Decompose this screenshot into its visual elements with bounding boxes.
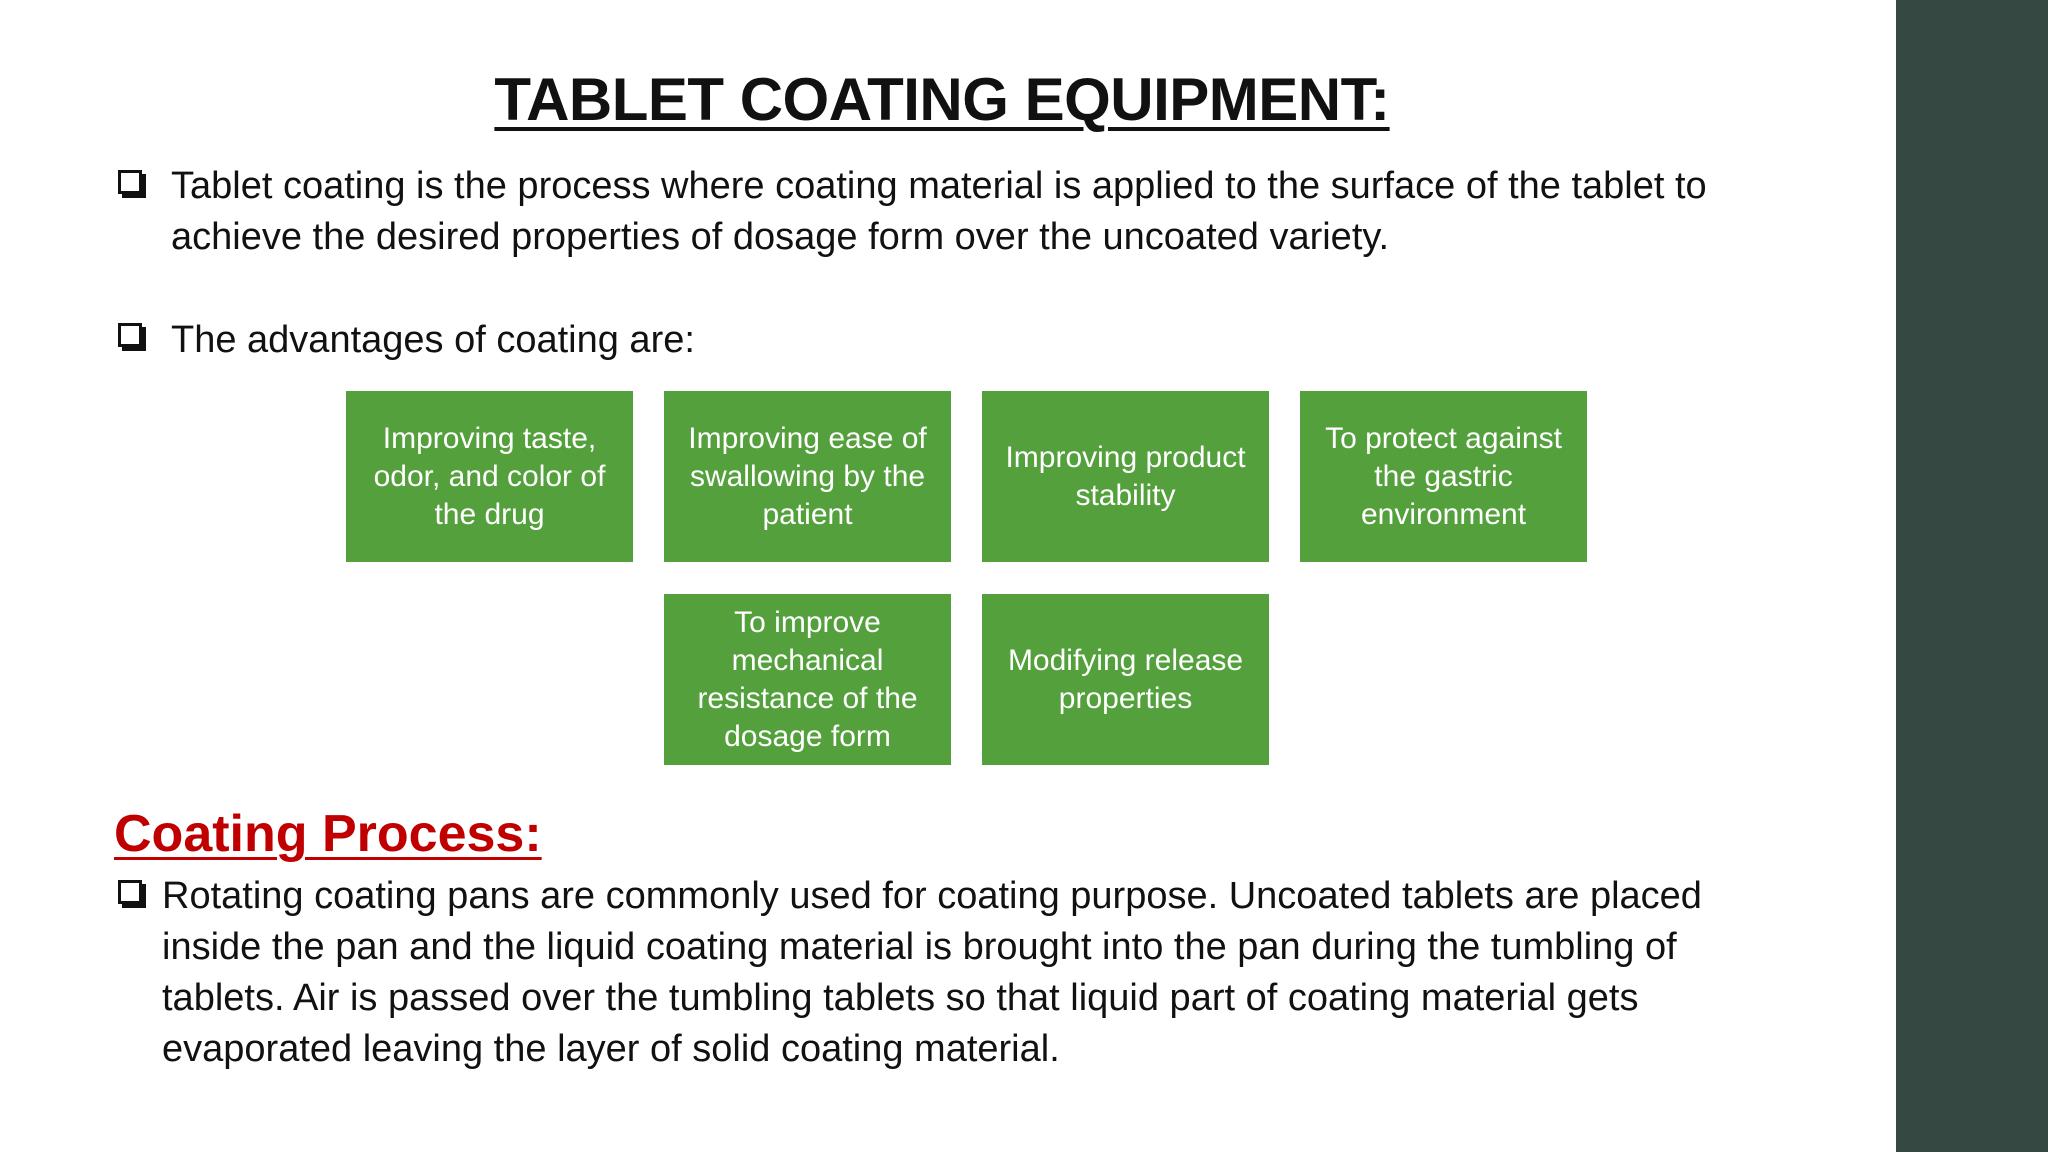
checkbox-icon xyxy=(118,323,142,347)
advantage-box-mechanical: To improve mechanical resistance of the dosage form xyxy=(664,594,951,765)
bullet-advantages-intro: The advantages of coating are: xyxy=(171,319,695,361)
advantage-box-swallowing: Improving ease of swallowing by the patient xyxy=(664,391,951,562)
section-heading-coating-process: Coating Process: xyxy=(114,805,542,863)
checkbox-icon xyxy=(118,880,142,904)
advantage-box-gastric: To protect against the gastric environment xyxy=(1300,391,1587,562)
slide-title: TABLET COATING EQUIPMENT: xyxy=(494,66,1390,133)
bullet-coating-process: Rotating coating pans are commonly used for coating purpose. Uncoated tablets are placed inside the pan and the liquid coating material is brought into the pan during the tumbling of tablets. Air is passed over the tumbling tablets so that liquid part of coating material gets evaporated leaving the layer of solid coating material. xyxy=(162,875,1702,1070)
advantage-box-stability: Improving product stability xyxy=(982,391,1269,562)
side-bar-decoration xyxy=(1896,0,2048,1152)
bullet-definition: Tablet coating is the process where coating material is applied to the surface of the tablet to achieve the desired properties of dosage form over the uncoated variety. xyxy=(171,165,1707,258)
advantage-box-release: Modifying release properties xyxy=(982,594,1269,765)
advantage-box-taste: Improving taste, odor, and color of the drug xyxy=(346,391,633,562)
checkbox-icon xyxy=(118,170,142,194)
